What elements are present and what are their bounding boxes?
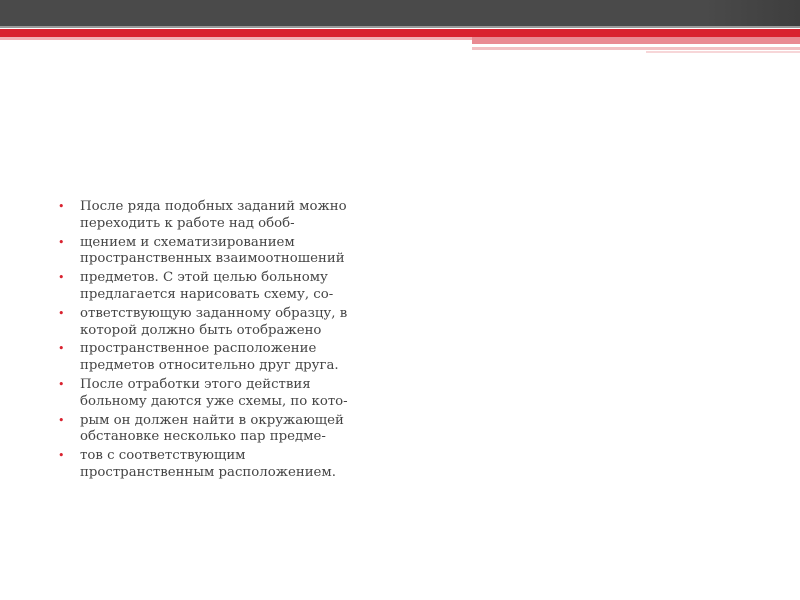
bullet-text-line: пространственное расположение bbox=[80, 341, 317, 357]
bullet-text-line: тов с соответствующим bbox=[80, 448, 246, 464]
header-pink-stripe-right bbox=[472, 37, 800, 44]
bullet-item bbox=[58, 235, 403, 269]
bullet-item bbox=[58, 306, 403, 340]
bullet-text-line: больному даются уже схемы, по кото- bbox=[80, 393, 348, 409]
bullet-text-line: щением и схематизированием bbox=[80, 234, 295, 250]
bullet-text-line: После отработки этого действия bbox=[80, 376, 311, 392]
bullet-item bbox=[58, 270, 403, 304]
bullet-text-line: пространственным расположением. bbox=[80, 464, 336, 480]
slide-bullet-list bbox=[58, 199, 403, 484]
bullet-item bbox=[58, 448, 403, 482]
bullet-icon: • bbox=[58, 235, 65, 249]
bullet-text-line: предметов относительно друг друга. bbox=[80, 358, 339, 374]
bullet-item bbox=[58, 413, 403, 447]
bullet-text-line: предлагается нарисовать схему, со- bbox=[80, 286, 334, 302]
bullet-item bbox=[58, 199, 403, 233]
bullet-text-line: рым он должен найти в окружающей bbox=[80, 412, 344, 428]
bullet-icon: • bbox=[58, 377, 65, 391]
bullet-text-line: которой должно быть отображено bbox=[80, 322, 322, 338]
bullet-icon: • bbox=[58, 449, 65, 463]
header-pink-stripe-thin bbox=[472, 47, 800, 50]
bullet-icon: • bbox=[58, 342, 65, 356]
bullet-text-line: После ряда подобных заданий можно bbox=[80, 199, 347, 214]
bullet-item bbox=[58, 377, 403, 411]
bullet-text-line: переходить к работе над обоб- bbox=[80, 215, 295, 231]
bullet-text-line: предметов. С этой целью больному bbox=[80, 270, 328, 286]
header-band-edge bbox=[0, 26, 800, 28]
header-dark-band bbox=[0, 0, 800, 27]
bullet-text-line: обстановке несколько пар предме- bbox=[80, 429, 326, 445]
bullet-item bbox=[58, 341, 403, 375]
bullet-icon: • bbox=[58, 413, 65, 427]
header-pink-stripe-short bbox=[646, 51, 800, 53]
header-red-stripe bbox=[0, 29, 800, 37]
header-pink-stripe-left bbox=[0, 37, 472, 40]
bullet-icon: • bbox=[58, 200, 65, 213]
bullet-icon: • bbox=[58, 271, 65, 285]
bullet-text-line: пространственных взаимоотношений bbox=[80, 251, 345, 267]
bullet-icon: • bbox=[58, 306, 65, 320]
bullet-text-line: ответствующую заданному образцу, в bbox=[80, 305, 348, 321]
